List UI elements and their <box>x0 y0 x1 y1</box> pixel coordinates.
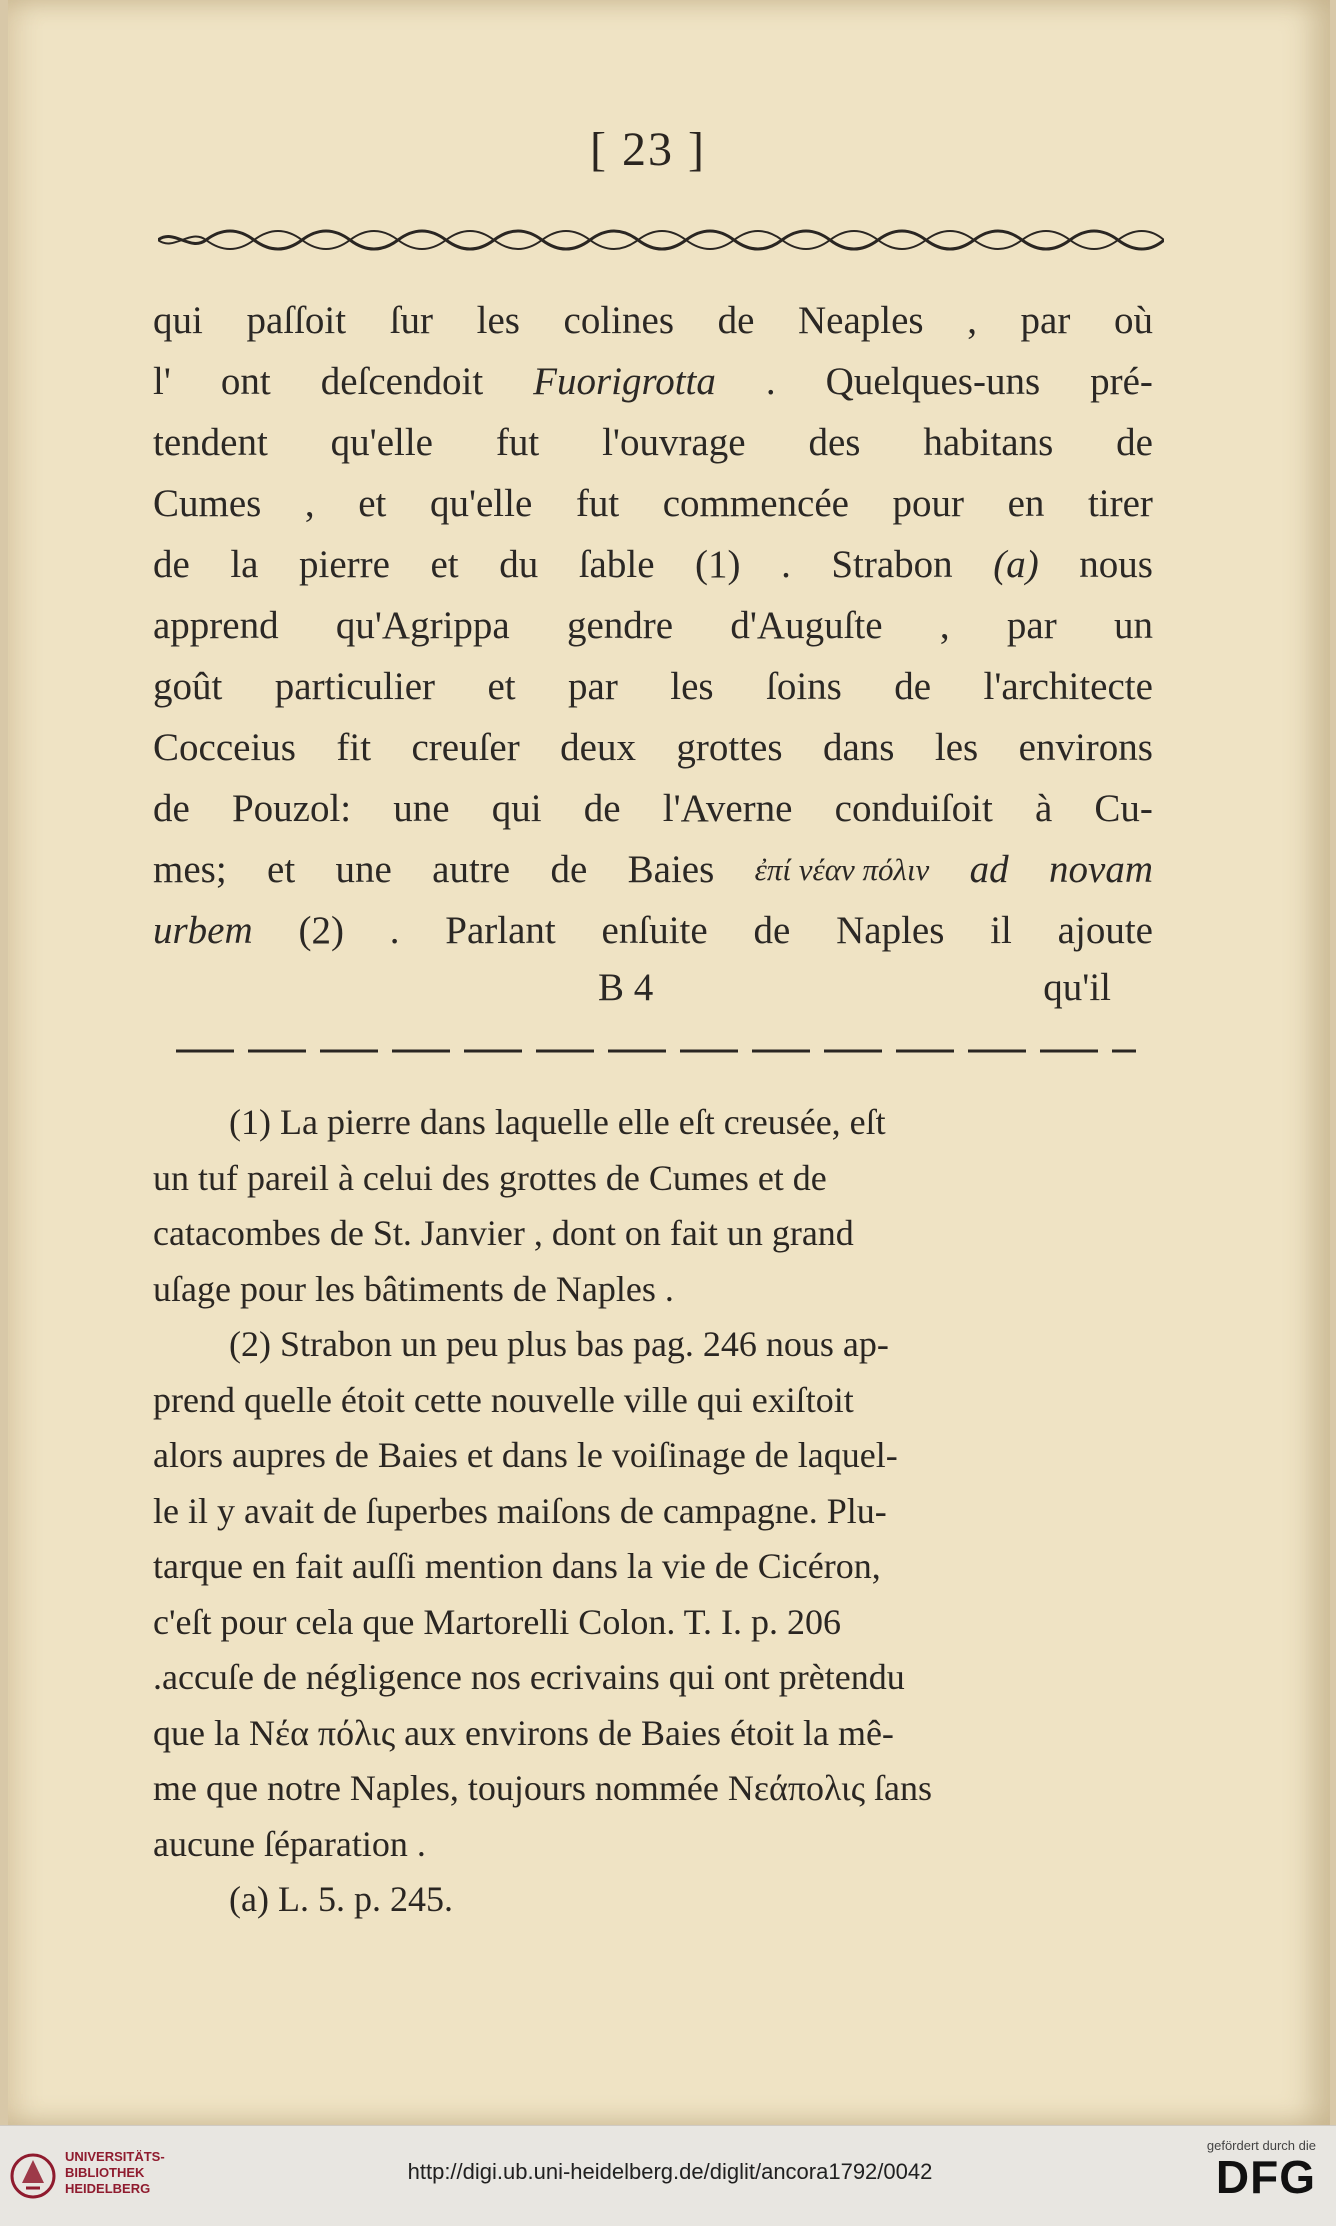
viewer-footer <box>0 2125 1336 2226</box>
word: fit <box>336 726 372 769</box>
footnote-line: tarque en fait auſſi mention dans la vie de Cicéron, <box>153 1546 881 1586</box>
greek-phrase: ἐπί νέαν πόλιν <box>754 852 930 887</box>
word: de <box>550 848 588 891</box>
word: l' <box>153 360 171 403</box>
word: et <box>358 482 387 525</box>
footnote-line: aucune ſéparation . <box>153 1823 426 1864</box>
word: habitans <box>923 421 1054 464</box>
footnote-line: (2) Strabon un peu plus bas pag. 246 nous ap- <box>229 1324 889 1364</box>
main-line-10 <box>153 839 1153 900</box>
main-line-1 <box>153 290 1153 351</box>
signature-line <box>153 965 1153 1013</box>
word: en <box>1007 482 1045 525</box>
word: d'Auguſte <box>730 604 883 647</box>
word: , <box>967 299 977 342</box>
word: colines <box>563 299 674 342</box>
word: où <box>1113 299 1153 342</box>
word: , <box>304 482 315 525</box>
word: il <box>990 909 1012 952</box>
word: (1) <box>695 543 741 586</box>
word: pour <box>892 482 965 525</box>
main-line-6 <box>153 595 1153 656</box>
word-italic: ad <box>969 848 1009 891</box>
word: et <box>487 665 516 708</box>
word: pré- <box>1090 360 1153 403</box>
footnote-divider <box>176 1047 1136 1055</box>
main-line-7 <box>153 656 1153 717</box>
word: conduiſoit <box>834 787 993 830</box>
word: l'Averne <box>662 787 793 830</box>
footnote-line: c'eſt pour cela que Martorelli Colon. T. I. p. 206 <box>153 1601 841 1642</box>
word: Parlant <box>445 909 556 952</box>
dfg-sponsor-logo <box>1176 2138 1316 2201</box>
header-ornament-border <box>158 228 1164 252</box>
word: particulier <box>274 665 436 708</box>
word: de <box>1116 421 1153 464</box>
main-line-3 <box>153 412 1153 473</box>
catchword: qu'il <box>1043 966 1111 1009</box>
signature-mark: B 4 <box>598 966 654 1009</box>
word: commencée <box>662 482 849 525</box>
book-page <box>8 0 1330 2125</box>
footnote-line: me que notre Naples, toujours nommée Νεάπολις ſans <box>153 1768 932 1808</box>
main-line-9 <box>153 778 1153 839</box>
word: ſable <box>578 543 655 586</box>
word: Strabon <box>831 543 953 586</box>
word: Baies <box>627 848 715 891</box>
word: par <box>1020 299 1071 342</box>
word: par <box>1006 604 1057 647</box>
word: les <box>934 726 979 769</box>
word-italic: novam <box>1049 848 1153 891</box>
word-italic: urbem <box>153 909 253 952</box>
footnote-line: (a) L. 5. p. 245. <box>229 1879 453 1919</box>
word: , <box>939 604 950 647</box>
word-italic: Fuorigrotta <box>533 360 716 403</box>
word: . <box>765 360 776 403</box>
word: par <box>568 665 618 708</box>
word: goût <box>153 665 223 708</box>
word: et <box>267 848 296 891</box>
word: qu'Agrippa <box>335 604 510 647</box>
word: nous <box>1079 543 1153 586</box>
word: grottes <box>676 726 783 769</box>
word: deux <box>560 726 636 769</box>
logo-text <box>65 2149 185 2197</box>
word: un <box>1113 604 1153 647</box>
word: l'architecte <box>983 665 1153 708</box>
word: autre <box>432 848 511 891</box>
word: fut <box>575 482 620 525</box>
heidelberg-seal-icon <box>10 2144 56 2208</box>
word: Pouzol: <box>231 787 352 830</box>
page-number: [ 23 ] <box>590 123 706 176</box>
main-line-4 <box>153 473 1153 534</box>
university-library-logo <box>10 2138 200 2214</box>
word: de <box>153 787 190 830</box>
word: qu'elle <box>330 421 433 464</box>
footnote-line: .accuſe de négligence nos ecrivains qui ont prètendu <box>153 1657 905 1697</box>
word: qui <box>153 299 203 342</box>
digital-edition-url[interactable]: http://digi.ub.uni-heidelberg.de/diglit/ancora1792/0042 <box>407 2159 933 2184</box>
word: Naples <box>836 909 945 952</box>
word: à <box>1034 787 1053 830</box>
footnotes-block <box>153 1095 1153 1928</box>
word: ajoute <box>1057 909 1153 952</box>
word: une <box>335 848 392 891</box>
main-line-5 <box>153 534 1153 595</box>
word: deſcendoit <box>320 360 484 403</box>
word: fut <box>495 421 540 464</box>
word: Neaples <box>798 299 924 342</box>
word: creuſer <box>411 726 520 769</box>
footnote-line: (1) La pierre dans laquelle elle eſt creusée, eſt <box>229 1102 886 1142</box>
word: les <box>476 299 520 342</box>
main-line-2 <box>153 351 1153 412</box>
word: enſuite <box>601 909 708 952</box>
word: pierre <box>299 543 390 586</box>
logo-line: UNIVERSITÄTS- <box>65 2149 165 2164</box>
dfg-wordmark: DFG <box>1215 2151 1316 2203</box>
word: des <box>808 421 861 464</box>
word: Cumes <box>153 482 262 525</box>
main-text-block <box>153 290 1153 961</box>
word: tendent <box>153 421 268 464</box>
word: (2) <box>298 909 344 952</box>
word: . <box>389 909 400 952</box>
footnote-line: alors aupres de Baies et dans le voiſinage de laquel- <box>153 1435 898 1475</box>
footnote-line: catacombes de St. Janvier , dont on fait un grand <box>153 1213 854 1253</box>
word: ſur <box>389 299 434 342</box>
logo-line: BIBLIOTHEK <box>65 2165 145 2180</box>
word: Quelques-uns <box>825 360 1041 403</box>
word: . <box>781 543 791 586</box>
footnote-line: uſage pour les bâtiments de Naples . <box>153 1268 674 1309</box>
word-italic: (a) <box>993 543 1039 586</box>
word: Cu- <box>1094 787 1153 830</box>
word: de <box>753 909 791 952</box>
word: tirer <box>1087 482 1153 525</box>
word: dans <box>822 726 895 769</box>
word: l'ouvrage <box>602 421 746 464</box>
footnote-line: prend quelle étoit cette nouvelle ville qui exiſtoit <box>153 1379 854 1420</box>
sponsor-caption: gefördert durch die <box>1206 2138 1316 2153</box>
word: environs <box>1018 726 1153 769</box>
word: la <box>230 543 259 586</box>
main-line-11 <box>153 900 1153 961</box>
word: de <box>583 787 621 830</box>
word: apprend <box>153 604 279 647</box>
footnote-line: un tuf pareil à celui des grottes de Cumes et de <box>153 1157 827 1198</box>
word: une <box>393 787 450 830</box>
word: les <box>670 665 714 708</box>
logo-line: HEIDELBERG <box>65 2181 151 2196</box>
word: du <box>499 543 539 586</box>
main-line-8 <box>153 717 1153 778</box>
word: de <box>894 665 932 708</box>
word: et <box>430 543 459 586</box>
word: paſſoit <box>246 299 347 342</box>
word: Cocceius <box>153 726 296 769</box>
word: mes; <box>153 848 227 891</box>
footnote-line: le il y avait de ſuperbes maiſons de campagne. Plu- <box>153 1490 887 1531</box>
word: qui <box>491 787 542 830</box>
word: ont <box>220 360 271 403</box>
word: qu'elle <box>429 482 533 525</box>
word: ſoins <box>766 665 842 708</box>
footnote-line: que la Νέα πόλις aux environs de Baies étoit la mê- <box>153 1712 894 1753</box>
word: de <box>153 543 190 586</box>
word: gendre <box>567 604 674 647</box>
word: de <box>717 299 755 342</box>
